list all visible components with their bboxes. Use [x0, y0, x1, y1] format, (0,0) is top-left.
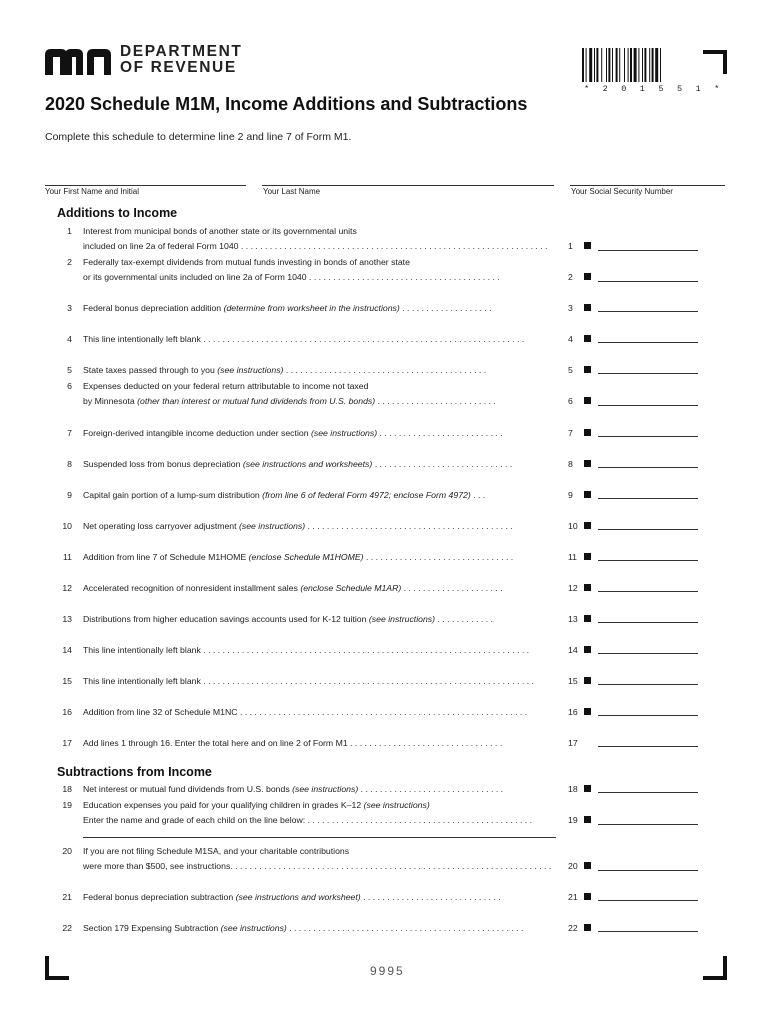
line-text-note: (from line 6 of federal Form 4972; enclose Form 4972)	[262, 490, 471, 500]
line-ref: 5	[568, 365, 573, 375]
marker-square-icon	[584, 397, 591, 404]
line-text	[83, 614, 568, 624]
line-number: 4	[67, 334, 72, 344]
marker-square-icon	[584, 646, 591, 653]
line-number: 12	[62, 583, 72, 593]
amount-field[interactable]	[598, 311, 698, 312]
line-text-note: (see instructions)	[368, 614, 436, 624]
line-leader: . . . . . . . . . . . . . . . . . . . . . . . . . . . . . . . . . . . . . . . . . . .	[305, 521, 513, 531]
line-ref: 1	[568, 241, 573, 251]
line-number: 5	[67, 365, 72, 375]
marker-square-icon	[584, 924, 591, 931]
line-ref: 16	[568, 707, 578, 717]
amount-field[interactable]	[598, 824, 698, 825]
line-number: 14	[62, 645, 72, 655]
marker-square-icon	[584, 335, 591, 342]
line-text-main: Foreign-derived intangible income deduction under section	[83, 428, 309, 438]
line-number: 8	[67, 459, 72, 469]
line-text: Addition from line 32 of Schedule M1NC . . . . . . . . . . . . . . . . . . . . . . . . . . . . . . . . . . . . . . . . . . . . . . . . . . . . . . . . . . . .	[83, 707, 528, 717]
amount-field[interactable]	[598, 436, 698, 437]
marker-square-icon	[584, 615, 591, 622]
line-ref: 20	[568, 861, 578, 871]
line-text-note: (see instructions and worksheets)	[242, 459, 373, 469]
line-text	[83, 490, 568, 500]
line-leader: . . . . . . . . . . . . . . . . . . . . . . . . . . . . .	[360, 892, 501, 902]
line-number: 2	[67, 257, 72, 267]
marker-square-icon	[584, 785, 591, 792]
first-name-field[interactable]	[45, 185, 246, 186]
children-names-field[interactable]	[83, 837, 556, 838]
line-ref: 13	[568, 614, 578, 624]
marker-square-icon	[584, 522, 591, 529]
line-leader: . . .	[470, 490, 486, 500]
amount-field[interactable]	[598, 931, 698, 932]
line-text: Federally tax-exempt dividends from mutual funds investing in bonds of another state	[83, 257, 410, 267]
amount-field[interactable]	[598, 529, 698, 530]
marker-square-icon	[584, 242, 591, 249]
line-text	[83, 303, 568, 313]
line-leader: . . . . . . . . . . . . . . . . . . . . . . . . . . . . . .	[358, 784, 504, 794]
line-number: 7	[67, 428, 72, 438]
line-text-main: State taxes passed through to you	[83, 365, 215, 375]
line-text-cont	[83, 396, 568, 406]
line-ref: 14	[568, 645, 578, 655]
amount-field[interactable]	[598, 281, 698, 282]
line-text: This line intentionally left blank . . . . . . . . . . . . . . . . . . . . . . . . . . . . . . . . . . . . . . . . . . . . . . . . . . . . . . . . . . . . . . . . . . . . .	[83, 676, 534, 686]
line-text-cont: Enter the name and grade of each child on the line below: . . . . . . . . . . . . . . . . . . . . . . . . . . . . . . . . . . . . . . . . . . . . . . .	[83, 815, 533, 825]
amount-field[interactable]	[598, 900, 698, 901]
ssn-field[interactable]	[570, 185, 725, 186]
barcode-number: * 2 0 1 5 5 1 *	[584, 84, 724, 94]
line-text	[83, 428, 568, 438]
amount-field[interactable]	[598, 715, 698, 716]
line-text: This line intentionally left blank . . . . . . . . . . . . . . . . . . . . . . . . . . . . . . . . . . . . . . . . . . . . . . . . . . . . . . . . . . . . . . . . . . .	[83, 334, 525, 344]
marker-square-icon	[584, 429, 591, 436]
line-leader: . . . . . . . . . . . . . . . . . . . . . . . . . . . . . . . . . . . . . . . . . .	[283, 365, 487, 375]
line-text-note: (see instructions)	[217, 365, 284, 375]
marker-square-icon	[584, 273, 591, 280]
amount-field[interactable]	[598, 560, 698, 561]
line-leader: . . . . . . . . . . . . . . . . . . . . . . . . . . . . . . . . . . . . . . . . . . . . . . . . .	[286, 923, 524, 933]
marker-square-icon	[584, 304, 591, 311]
line-number: 22	[62, 923, 72, 933]
amount-field[interactable]	[598, 684, 698, 685]
line-text-cont: or its governmental units included on line 2a of Form 1040 . . . . . . . . . . . . . . . . . . . . . . . . . . . . . . . . . . . . . . . .	[83, 272, 500, 282]
form-title: 2020 Schedule M1M, Income Additions and Subtractions	[45, 94, 528, 114]
marker-square-icon	[584, 677, 591, 684]
amount-field[interactable]	[598, 405, 698, 406]
line-text-cont: included on line 2a of federal Form 1040 . . . . . . . . . . . . . . . . . . . . . . . . . . . . . . . . . . . . . . . . . . . . . . . . . . . . . . . . . . . . . . . .	[83, 241, 548, 251]
line-text-note: (determine from worksheet in the instructions)	[223, 303, 400, 313]
line-text-main: Section 179 Expensing Subtraction	[83, 923, 219, 933]
line-ref: 2	[568, 272, 573, 282]
registration-mark-bottom-right	[703, 956, 727, 980]
dept-line-1: DEPARTMENT	[120, 43, 243, 60]
line-number: 15	[62, 676, 72, 686]
line-leader: . . . . . . . . . . . . . . . . . . .	[399, 303, 492, 313]
line-ref: 8	[568, 459, 573, 469]
line-leader: . . . . . . . . . . . .	[435, 614, 493, 624]
line-text: Expenses deducted on your federal return attributable to income not taxed	[83, 381, 369, 391]
amount-field[interactable]	[598, 342, 698, 343]
line-ref: 3	[568, 303, 573, 313]
line-text-cont: were more than $500, see instructions. . . . . . . . . . . . . . . . . . . . . . . . . . . . . . . . . . . . . . . . . . . . . . . . . . . . . . . . . . . . . . . . . . .	[83, 861, 552, 871]
marker-square-icon	[584, 584, 591, 591]
line-ref: 9	[568, 490, 573, 500]
line-ref: 22	[568, 923, 578, 933]
amount-field[interactable]	[598, 467, 698, 468]
department-logo-text	[120, 44, 243, 76]
additions-heading: Additions to Income	[57, 206, 178, 220]
line-text-main: Distributions from higher education savings accounts used for K-12 tuition	[83, 614, 367, 624]
line-text	[83, 923, 568, 933]
marker-square-icon	[584, 491, 591, 498]
line-text-note: (enclose Schedule M1AR)	[300, 583, 402, 593]
line-text-main: Capital gain portion of a lump-sum distribution	[83, 490, 260, 500]
line-text-main: Suspended loss from bonus depreciation	[83, 459, 241, 469]
line-ref: 18	[568, 784, 578, 794]
line-number: 3	[67, 303, 72, 313]
subtractions-heading: Subtractions from Income	[57, 765, 212, 779]
line-text-note: (see instructions)	[310, 428, 378, 438]
line-text-main: Accelerated recognition of nonresident installment sales	[83, 583, 298, 593]
last-name-field[interactable]	[262, 185, 554, 186]
line-number: 17	[62, 738, 72, 748]
line-ref: 15	[568, 676, 578, 686]
total-field[interactable]	[598, 746, 698, 747]
amount-field[interactable]	[598, 792, 698, 793]
line-text-note: (see instructions)	[292, 784, 359, 794]
line-leader: . . . . . . . . . . . . . . . . . . . . . . . . . . . . .	[372, 459, 513, 469]
line-number: 16	[62, 707, 72, 717]
line-text-main: Federal bonus depreciation addition	[83, 303, 222, 313]
marker-square-icon	[584, 366, 591, 373]
line-text	[83, 784, 568, 794]
line-text-note: (see instructions)	[363, 800, 430, 810]
marker-square-icon	[584, 553, 591, 560]
line-ref: 10	[568, 521, 578, 531]
dept-line-2: OF REVENUE	[120, 59, 237, 76]
line-text	[83, 552, 568, 562]
amount-field[interactable]	[598, 653, 698, 654]
line-text	[83, 365, 568, 375]
marker-square-icon	[584, 708, 591, 715]
line-number: 21	[62, 892, 72, 902]
mn-logo-icon	[45, 49, 113, 75]
line-number: 11	[62, 552, 72, 562]
line-text: Interest from municipal bonds of another state or its governmental units	[83, 226, 357, 236]
line-text-note: (see instructions and worksheet)	[235, 892, 361, 902]
line-text-note: (see instructions)	[220, 923, 287, 933]
amount-field[interactable]	[598, 622, 698, 623]
marker-square-icon	[584, 460, 591, 467]
line-number: 1	[67, 226, 72, 236]
line-text	[83, 800, 568, 810]
form-code: 9995	[370, 964, 405, 978]
line-number: 18	[62, 784, 72, 794]
line-number: 19	[62, 800, 72, 810]
first-name-label: Your First Name and Initial	[45, 187, 139, 196]
line-ref: 12	[568, 583, 578, 593]
ssn-label: Your Social Security Number	[571, 187, 673, 196]
line-text-note: (enclose Schedule M1HOME)	[248, 552, 364, 562]
line-ref: 17	[568, 738, 578, 748]
line-text-note: (other than interest or mutual fund dividends from U.S. bonds)	[137, 396, 376, 406]
amount-field[interactable]	[598, 498, 698, 499]
line-number: 13	[62, 614, 72, 624]
amount-field[interactable]	[598, 591, 698, 592]
line-number: 10	[62, 521, 72, 531]
amount-field[interactable]	[598, 373, 698, 374]
line-text-main: by Minnesota	[83, 396, 135, 406]
amount-field[interactable]	[598, 250, 698, 251]
line-ref: 19	[568, 815, 578, 825]
line-number: 6	[67, 381, 72, 391]
line-number: 20	[62, 846, 72, 856]
line-leader: . . . . . . . . . . . . . . . . . . . . . . . . .	[375, 396, 496, 406]
amount-field[interactable]	[598, 870, 698, 871]
line-text	[83, 521, 568, 531]
line-text-main: Net operating loss carryover adjustment	[83, 521, 237, 531]
line-text: If you are not filing Schedule M1SA, and your charitable contributions	[83, 846, 350, 856]
line-text-main: Net interest or mutual fund dividends from U.S. bonds	[83, 784, 290, 794]
line-leader: . . . . . . . . . . . . . . . . . . . . .	[401, 583, 503, 593]
line-text-main: Addition from line 7 of Schedule M1HOME	[83, 552, 247, 562]
registration-mark-bottom-left	[45, 956, 69, 980]
line-ref: 6	[568, 396, 573, 406]
line-text	[83, 459, 568, 469]
line-text-main: Education expenses you paid for your qualifying children in grades K–12	[83, 800, 362, 810]
line-ref: 7	[568, 428, 573, 438]
line-text: Add lines 1 through 16. Enter the total here and on line 2 of Form M1 . . . . . . . . . . . . . . . . . . . . . . . . . . . . . . . .	[83, 738, 503, 748]
line-ref: 4	[568, 334, 573, 344]
line-text-main: Federal bonus depreciation subtraction	[83, 892, 234, 902]
line-text	[83, 892, 568, 902]
line-text	[83, 583, 568, 593]
marker-square-icon	[584, 862, 591, 869]
line-ref: 11	[568, 552, 578, 562]
barcode-icon	[582, 48, 685, 82]
marker-square-icon	[584, 816, 591, 823]
marker-square-icon	[584, 893, 591, 900]
line-text: This line intentionally left blank . . . . . . . . . . . . . . . . . . . . . . . . . . . . . . . . . . . . . . . . . . . . . . . . . . . . . . . . . . . . . . . . . . . .	[83, 645, 530, 655]
line-number: 9	[67, 490, 72, 500]
line-ref: 21	[568, 892, 578, 902]
last-name-label: Your Last Name	[263, 187, 321, 196]
form-instructions: Complete this schedule to determine line 2 and line 7 of Form M1.	[45, 131, 352, 143]
line-leader: . . . . . . . . . . . . . . . . . . . . . . . . . . . . . . .	[363, 552, 514, 562]
line-text-note: (see instructions)	[238, 521, 306, 531]
registration-mark-top-right	[703, 50, 727, 74]
line-leader: . . . . . . . . . . . . . . . . . . . . . . . . . .	[377, 428, 503, 438]
